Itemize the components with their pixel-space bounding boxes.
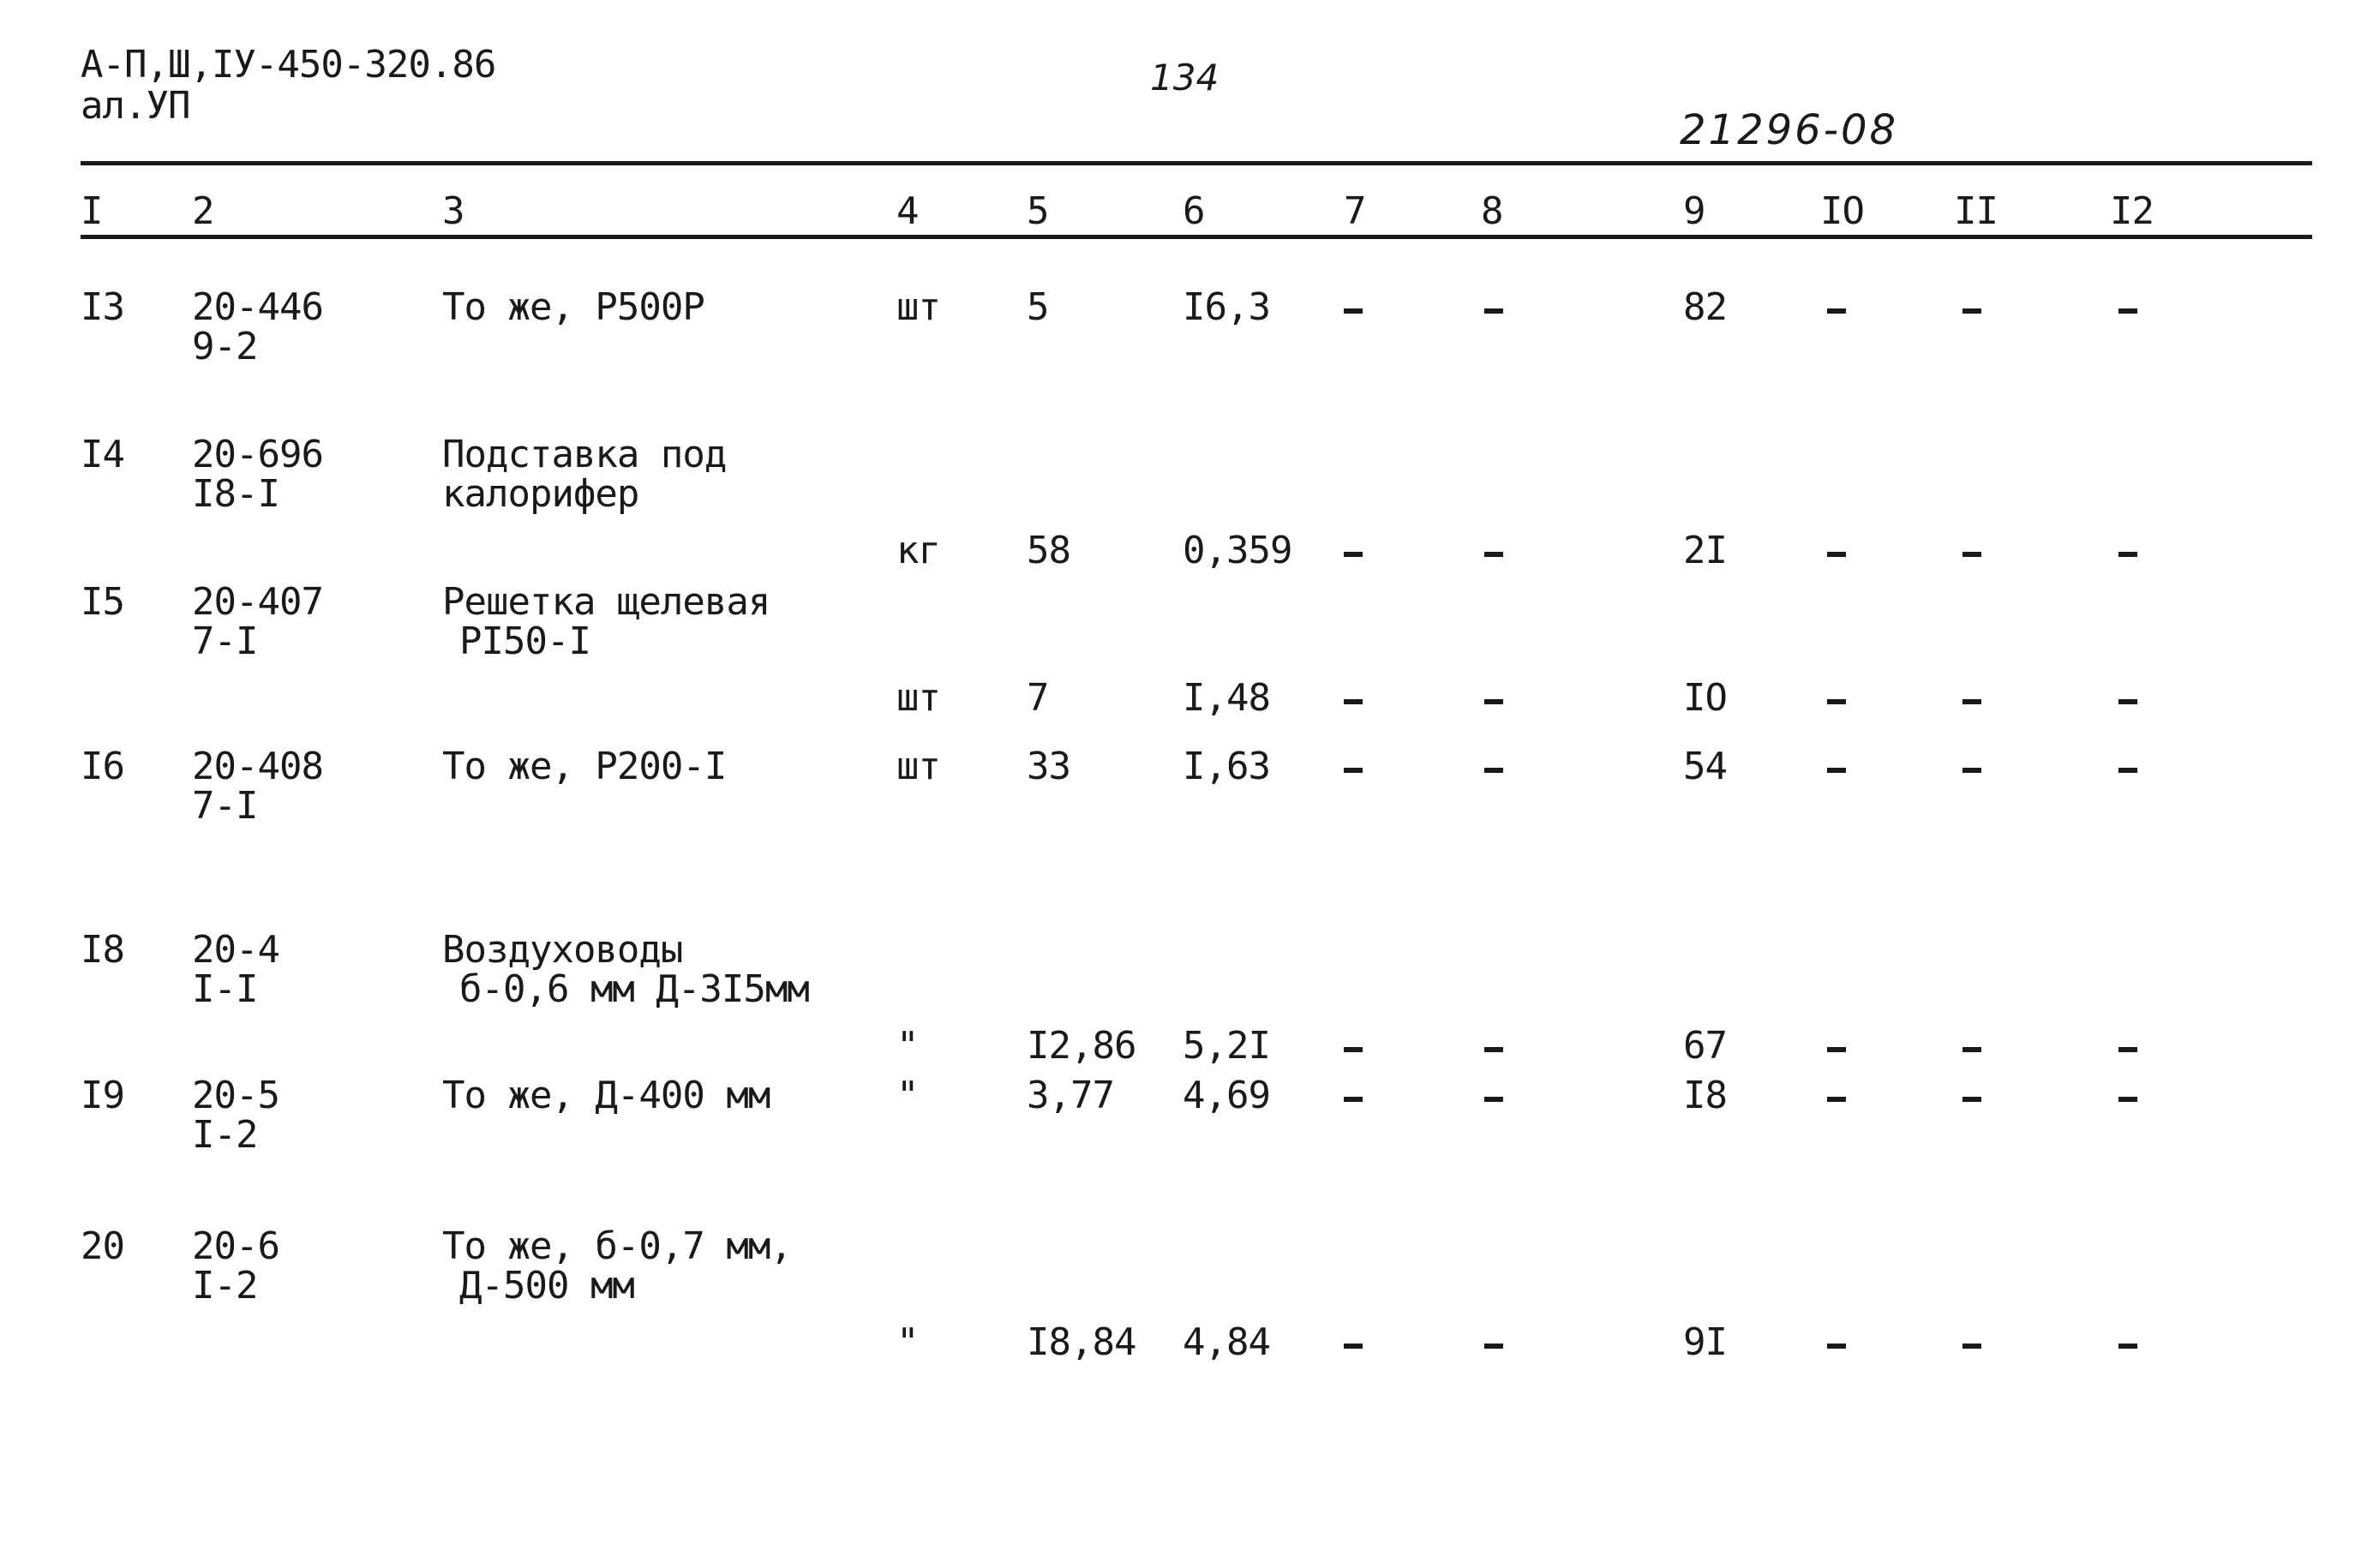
item-name bbox=[442, 1224, 792, 1308]
item-code-line-1: 20-5 bbox=[192, 1074, 279, 1117]
column-8-dash bbox=[1484, 308, 1503, 314]
column-8-dash bbox=[1484, 1047, 1503, 1052]
column-header-11: II bbox=[1954, 189, 1998, 233]
column-8-dash bbox=[1484, 768, 1503, 773]
table-top-rule bbox=[81, 161, 2312, 165]
column-header-1: I bbox=[81, 189, 103, 233]
column-8-dash bbox=[1484, 699, 1503, 704]
quantity: 3,77 bbox=[1027, 1074, 1114, 1117]
column-12-dash bbox=[2118, 1047, 2137, 1052]
quantity: 33 bbox=[1027, 745, 1070, 788]
item-code-line-2: I8-I bbox=[192, 472, 279, 516]
quantity: I2,86 bbox=[1027, 1024, 1136, 1068]
column-11-dash bbox=[1963, 699, 1981, 704]
column-12-dash bbox=[2118, 1097, 2137, 1102]
column-12-dash bbox=[2118, 1344, 2137, 1349]
document-code-line-1: А-П,Ш,IУ-450-320.86 bbox=[81, 43, 496, 87]
total: 2I bbox=[1683, 529, 1727, 572]
item-name-line-1: То же, Р200-I bbox=[442, 745, 727, 788]
item-code bbox=[192, 928, 279, 1011]
row-number: I6 bbox=[81, 745, 124, 788]
item-code-line-1: 20-6 bbox=[192, 1224, 279, 1268]
column-header-5: 5 bbox=[1027, 189, 1049, 233]
item-name bbox=[442, 435, 726, 514]
item-name-line-1: То же, Д-400 мм bbox=[442, 1074, 770, 1117]
unit: шт bbox=[896, 676, 940, 720]
item-name bbox=[442, 1076, 770, 1116]
item-code-line-2: 7-I bbox=[192, 784, 258, 828]
column-10-dash bbox=[1827, 768, 1846, 773]
item-name bbox=[442, 928, 809, 1011]
total: 9I bbox=[1683, 1320, 1727, 1364]
column-header-12: I2 bbox=[2110, 189, 2154, 233]
column-10-dash bbox=[1827, 1097, 1846, 1102]
row-number: I4 bbox=[81, 433, 124, 476]
column-7-dash bbox=[1344, 552, 1363, 557]
column-10-dash bbox=[1827, 1344, 1846, 1349]
item-name-line-1: Воздуховоды bbox=[442, 928, 683, 972]
unit: шт bbox=[896, 745, 940, 788]
quantity: 58 bbox=[1027, 529, 1070, 572]
column-10-dash bbox=[1827, 552, 1846, 557]
document-code bbox=[81, 45, 495, 127]
item-name-line-1: То же, б-0,7 мм, bbox=[442, 1224, 792, 1268]
column-header-4: 4 bbox=[896, 189, 919, 233]
column-12-dash bbox=[2118, 308, 2137, 314]
item-name-line-1: Решетка щелевая bbox=[442, 580, 770, 624]
total: 67 bbox=[1683, 1024, 1727, 1068]
item-name bbox=[442, 285, 704, 329]
quantity: I8,84 bbox=[1027, 1320, 1136, 1364]
item-name-line-2: калорифер bbox=[442, 472, 639, 516]
column-11-dash bbox=[1963, 1344, 1981, 1349]
item-code-line-2: I-2 bbox=[192, 1264, 258, 1308]
unit: " bbox=[896, 1320, 919, 1364]
unit-price: 4,84 bbox=[1183, 1320, 1270, 1364]
row-number: I9 bbox=[81, 1074, 124, 1117]
item-code-line-2: I-I bbox=[192, 967, 258, 1011]
total: 54 bbox=[1683, 745, 1727, 788]
item-code-line-1: 20-408 bbox=[192, 745, 323, 788]
total: 82 bbox=[1683, 285, 1727, 329]
unit-price: 4,69 bbox=[1183, 1074, 1270, 1117]
column-8-dash bbox=[1484, 1097, 1503, 1102]
column-7-dash bbox=[1344, 308, 1363, 314]
item-code-line-1: 20-407 bbox=[192, 580, 323, 624]
column-12-dash bbox=[2118, 699, 2137, 704]
quantity: 7 bbox=[1027, 676, 1049, 720]
column-8-dash bbox=[1484, 552, 1503, 557]
unit-price: I6,3 bbox=[1183, 285, 1270, 329]
item-code-line-1: 20-4 bbox=[192, 928, 279, 972]
unit-price: I,48 bbox=[1183, 676, 1270, 720]
item-code-line-1: 20-446 bbox=[192, 285, 323, 329]
item-name bbox=[442, 580, 770, 663]
handwritten-stamp-number: 21296-08 bbox=[1680, 106, 1899, 154]
column-header-3: 3 bbox=[442, 189, 464, 233]
item-code bbox=[192, 1224, 279, 1308]
item-name-line-1: Подставка под bbox=[442, 433, 727, 476]
column-10-dash bbox=[1827, 1047, 1846, 1052]
row-number: I3 bbox=[81, 285, 124, 329]
item-name-line-2: б-0,6 мм Д-3I5мм bbox=[459, 967, 809, 1011]
column-7-dash bbox=[1344, 699, 1363, 704]
document-code-line-2: ал.УП bbox=[81, 84, 190, 128]
unit-price: 5,2I bbox=[1183, 1024, 1270, 1068]
item-name-line-2: РI50-I bbox=[459, 619, 590, 663]
total: I8 bbox=[1683, 1074, 1727, 1117]
item-name-line-2: Д-500 мм bbox=[459, 1264, 634, 1308]
table-header-rule bbox=[81, 235, 2312, 239]
item-name-line-1: То же, Р500Р bbox=[442, 285, 704, 329]
item-code-line-2: I-2 bbox=[192, 1113, 258, 1157]
column-7-dash bbox=[1344, 1344, 1363, 1349]
item-code-line-1: 20-696 bbox=[192, 433, 323, 476]
column-11-dash bbox=[1963, 768, 1981, 773]
unit-price: 0,359 bbox=[1183, 529, 1292, 572]
column-header-2: 2 bbox=[192, 189, 214, 233]
item-code-line-2: 9-2 bbox=[192, 325, 258, 368]
column-7-dash bbox=[1344, 768, 1363, 773]
column-8-dash bbox=[1484, 1344, 1503, 1349]
column-7-dash bbox=[1344, 1047, 1363, 1052]
column-12-dash bbox=[2118, 768, 2137, 773]
column-header-6: 6 bbox=[1183, 189, 1205, 233]
item-code bbox=[192, 747, 323, 826]
column-11-dash bbox=[1963, 552, 1981, 557]
column-header-8: 8 bbox=[1481, 189, 1503, 233]
quantity: 5 bbox=[1027, 285, 1049, 329]
column-11-dash bbox=[1963, 308, 1981, 314]
column-header-9: 9 bbox=[1683, 189, 1705, 233]
column-header-10: IO bbox=[1820, 189, 1864, 233]
column-7-dash bbox=[1344, 1097, 1363, 1102]
column-12-dash bbox=[2118, 552, 2137, 557]
item-code bbox=[192, 1076, 279, 1155]
item-code bbox=[192, 285, 323, 368]
unit: шт bbox=[896, 285, 940, 329]
item-code bbox=[192, 435, 323, 514]
total: IO bbox=[1683, 676, 1727, 720]
item-code-line-2: 7-I bbox=[192, 619, 258, 663]
item-code bbox=[192, 580, 323, 663]
unit: кг bbox=[896, 529, 940, 572]
row-number: 20 bbox=[81, 1224, 124, 1268]
page-number: 134 bbox=[1150, 57, 1219, 99]
column-10-dash bbox=[1827, 308, 1846, 314]
unit: " bbox=[896, 1074, 919, 1117]
column-10-dash bbox=[1827, 699, 1846, 704]
item-name bbox=[442, 747, 726, 787]
row-number: I8 bbox=[81, 928, 124, 972]
unit: " bbox=[896, 1024, 919, 1068]
column-11-dash bbox=[1963, 1047, 1981, 1052]
row-number: I5 bbox=[81, 580, 124, 624]
column-header-7: 7 bbox=[1344, 189, 1366, 233]
unit-price: I,63 bbox=[1183, 745, 1270, 788]
column-11-dash bbox=[1963, 1097, 1981, 1102]
